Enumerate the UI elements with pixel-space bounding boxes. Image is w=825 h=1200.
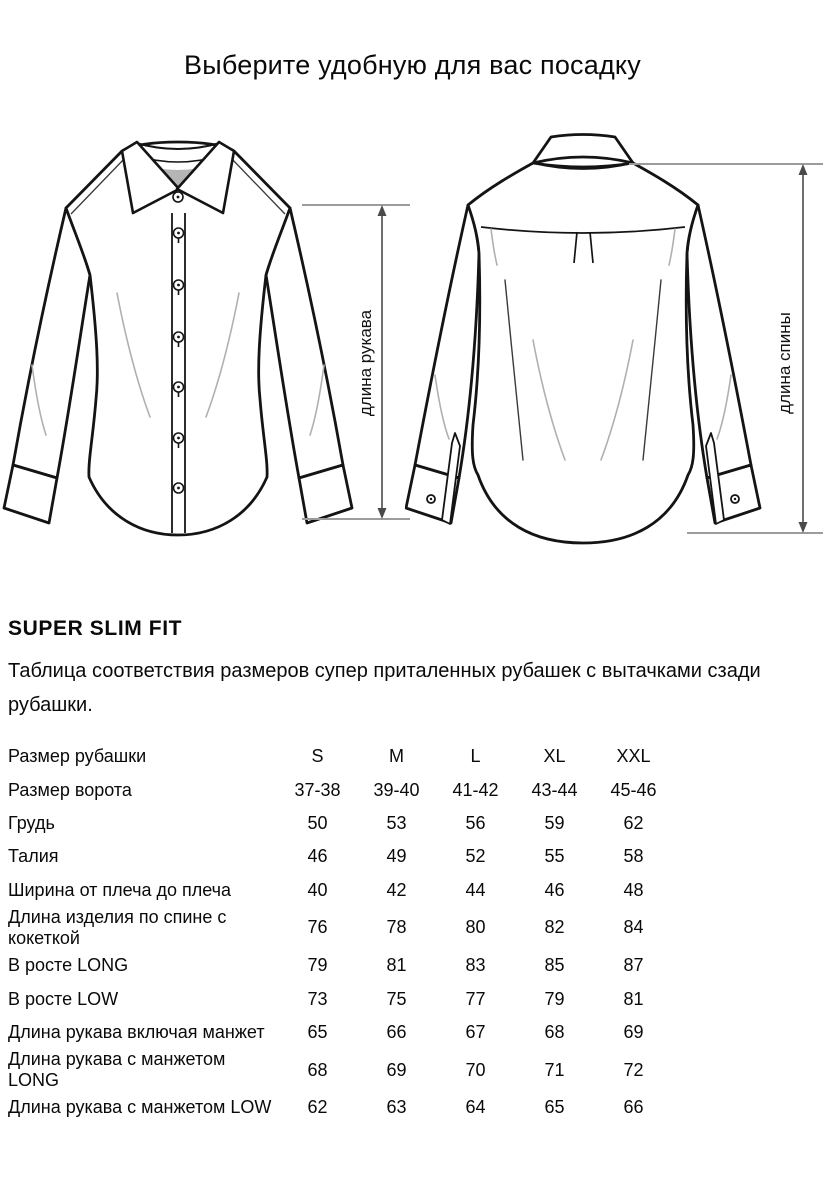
- back-collar: [533, 135, 633, 164]
- row-value: 43-44: [531, 779, 578, 800]
- sleeve-length-label: длина рукава: [356, 309, 375, 417]
- row-value: 65: [544, 1097, 565, 1118]
- row-label: В росте LOW: [8, 988, 119, 1009]
- row-label: Длина рукава с манжетом LONG: [8, 1049, 226, 1091]
- table-row: [8, 874, 673, 907]
- row-value: 73: [307, 988, 328, 1009]
- row-value: 82: [544, 917, 565, 938]
- row-value: 52: [465, 846, 486, 867]
- row-value: 68: [307, 1059, 328, 1080]
- row-label: Грудь: [8, 812, 55, 833]
- size-table: [8, 740, 673, 1125]
- table-row: [8, 1016, 673, 1049]
- row-value: 81: [386, 955, 407, 976]
- front-shirt-diagram: [0, 125, 412, 550]
- table-row: [8, 807, 673, 840]
- page-title: Выберите удобную для вас посадку: [184, 50, 641, 80]
- row-value: 71: [544, 1059, 565, 1080]
- row-value: 64: [465, 1097, 486, 1118]
- row-label: В росте LONG: [8, 955, 129, 976]
- row-value: 45-46: [610, 779, 657, 800]
- row-value: 66: [623, 1097, 644, 1118]
- row-value: 66: [386, 1021, 407, 1042]
- row-value: 49: [386, 846, 407, 867]
- back-body: [468, 163, 698, 543]
- row-value: 46: [544, 879, 565, 900]
- fit-description: Таблица соответствия размеров супер приталенных рубашек с вытачками сзади рубашки.: [8, 660, 761, 716]
- row-value: 78: [386, 917, 407, 938]
- row-value: 53: [386, 812, 407, 833]
- row-value: 41-42: [452, 779, 499, 800]
- row-value: 80: [465, 917, 486, 938]
- row-value: 59: [544, 812, 565, 833]
- size-header-xl: XL: [543, 746, 566, 767]
- table-first-header: Размер рубашки: [8, 746, 147, 767]
- row-label: Ширина от плеча до плеча: [8, 879, 232, 900]
- row-value: 81: [623, 988, 644, 1009]
- row-value: 70: [465, 1059, 486, 1080]
- row-value: 58: [623, 846, 644, 867]
- table-row: [8, 1049, 673, 1091]
- row-value: 39-40: [373, 779, 420, 800]
- row-value: 46: [307, 846, 328, 867]
- row-value: 63: [386, 1097, 407, 1118]
- table-header-row: [8, 740, 673, 773]
- row-value: 40: [307, 879, 328, 900]
- fit-heading: SUPER SLIM FIT: [8, 617, 183, 640]
- table-row: [8, 907, 673, 949]
- row-label: Длина рукава включая манжет: [8, 1021, 265, 1042]
- size-header-xxl: XXL: [616, 746, 651, 767]
- row-value: 69: [386, 1059, 407, 1080]
- row-value: 67: [465, 1021, 486, 1042]
- size-table-body: [8, 740, 673, 1125]
- row-value: 69: [623, 1021, 644, 1042]
- row-value: 62: [623, 812, 644, 833]
- row-value: 48: [623, 879, 644, 900]
- row-value: 72: [623, 1059, 644, 1080]
- size-header-s: S: [311, 746, 324, 767]
- row-value: 77: [465, 988, 486, 1009]
- table-row: [8, 840, 673, 873]
- front-right-sleeve: [266, 208, 343, 478]
- row-value: 68: [544, 1021, 565, 1042]
- back-length-label: длина спины: [775, 312, 794, 414]
- front-left-sleeve: [13, 208, 90, 478]
- row-value: 83: [465, 955, 486, 976]
- row-value: 79: [544, 988, 565, 1009]
- table-row: [8, 1091, 673, 1124]
- row-label: Размер ворота: [8, 779, 132, 800]
- row-value: 76: [307, 917, 328, 938]
- table-row: [8, 982, 673, 1015]
- size-header-l: L: [470, 746, 481, 767]
- size-header-m: M: [389, 746, 404, 767]
- row-label: Талия: [8, 846, 59, 867]
- row-value: 75: [386, 988, 407, 1009]
- row-value: 56: [465, 812, 486, 833]
- row-label: Длина рукава с манжетом LOW: [8, 1097, 272, 1118]
- row-value: 85: [544, 955, 565, 976]
- row-value: 50: [307, 812, 328, 833]
- row-value: 55: [544, 846, 565, 867]
- row-value: 44: [465, 879, 486, 900]
- table-row: [8, 773, 673, 806]
- back-left-sleeve: [415, 205, 479, 478]
- row-value: 62: [307, 1097, 328, 1118]
- row-label: Длина изделия по спине с кокеткой: [8, 906, 227, 948]
- row-value: 42: [386, 879, 407, 900]
- row-value: 65: [307, 1021, 328, 1042]
- table-row: [8, 949, 673, 982]
- back-right-sleeve: [687, 205, 751, 478]
- row-value: 79: [307, 955, 328, 976]
- row-value: 37-38: [294, 779, 341, 800]
- back-shirt-diagram: [405, 125, 825, 550]
- row-value: 87: [623, 955, 644, 976]
- row-value: 84: [623, 917, 644, 938]
